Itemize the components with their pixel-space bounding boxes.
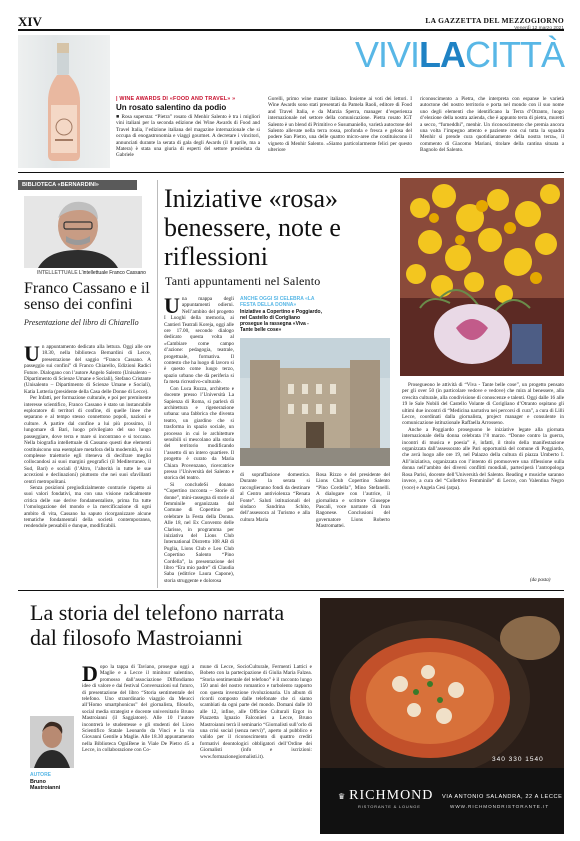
festa-donna-lede: Iniziative a Copertino e Poggiardo, nel Castello di Corigliano prosegue la rassegna «Viva - Tante belle cose» (240, 309, 322, 333)
telefono-col1-text: opo la tappa di Taviano, prosegue oggi a Maglie e a Lecce il minitour salentino, promosso dall’associazione Diffondiamo idee di valore e dai festival Conversazioni sul futuro, di presentazione del libro “Storia sentimentale del telefono. Uno straordinario viaggio da Meucci all’Homo smartphonicus” del giornalista, filosofo, social media strategist e docente universitario Bruno Mastroianni (il Saggiatore). Alle 10 l’autore incontrerà le studentesse e gli studenti del Liceo Scientifico Statale Leonardo da Vinci e la via Giovanni Gentile a Maglie. Alle 18.30 appuntamento nella Biblioteca OgniBene in Viale De Pietro 45 a Lecce, in collaborazione con Co- (82, 664, 194, 754)
mimosa-photo (400, 178, 564, 376)
cassano-p2: Per Infatti, per formazione culturale, e poi per preminente interesse scientifico, Franco Cassano è stato un instancabile esploratore di territori di confine, di quelle linee che separano e al tempo stesso connettono popoli, nazioni e culture. A partire dal confine a lui più prossimo, il lungomare di Bari, luogo privilegiato del suo lungo passeggiare, dove terra e mare si incontrano e si toccano. Nella biografia intellettuale di Cassano questi due elementi costituiscono una esemplare metafora della modernità, le cui complesse traiettorie egli riteneva di decifrare meglio collocandosi ai suoi margini geografici (il Mediterraneo, il Sud, Bari) e sociali (l’Altro, l’alterità in tutte le sue accezioni e declinazioni) piuttosto che nei suoi sfavillanti centri metropolitani. (24, 395, 151, 485)
castle-photo (240, 338, 390, 466)
section-prefix: VIVI (354, 34, 419, 75)
header-rule (18, 29, 564, 31)
telefono-col-1 (82, 664, 194, 834)
festa-donna-box (240, 296, 390, 336)
ad-phone: 340 330 1540 (492, 756, 544, 763)
wine-col-2: Gorelli, primo wine master italiano. Insieme ai voti dei lettori. I Wine Awards sono stati presentati da Pamela Raoli, editore di Food and Travel Italia, e da Marzia Sperra, manager d’esperienza internazionale nel settore della comunicazione. Pietra rosato IGT Salento è un blend di Primitivo e Susumaniello, varietà autoctone del Salento allevate nella terra rossa, profonda e fresca e gelosa del podere San Pietro, una delle quattro micro-aree che costituiscono il vigneto di Menhir Salento. «Siamo particolarmente felici per questo ulteriore (268, 96, 412, 154)
wine-title: Un rosato salentino da podio (116, 103, 227, 112)
page-number: XIV (18, 14, 42, 29)
main-signature: (da pasta) (530, 578, 551, 583)
cassano-body (24, 344, 151, 584)
main-subtitle: Tanti appuntamenti nel Salento (165, 274, 321, 288)
wine-kicker: | WINE AWARDS DI «FOOD AND TRAVEL» » (116, 96, 236, 102)
wine-bottle-icon (18, 35, 110, 168)
author-person-icon (30, 716, 74, 768)
mid-rule (18, 590, 564, 591)
main-col3-under-photo: Rosa Rizzo e del presidente del Lions Club Copertino Salento “Pino Cordella”, Mino Stefanelli. A dialogare con l’autrice, il giornalista e scrittore Giuseppe Pascali, voce narrante di Ivan Ragonese. Conclusioni del governatore Lions Roberto Mastromattei. (316, 472, 390, 530)
main-col4-p1: Prosegueono le attività di “Viva - Tante belle cose”, un progetto pensato per gli over 50 (in particolare vedove e vedove) che mira al benessere, alla crescita culturale, alla condivisione di conoscenze e talenti. Oggi dalle 16 alle 19 le Sale Nobili del Castello Volante di Corigliano d’Otranto ospitano gli ultimi due incontri di “Medicina narrativa nei percorsi di cura”, a cura di Lilli Lecce, coordinati dalla giornalista, project manager e consulente in comunicazione istituzionale Raffaella Arrosseno. (402, 382, 564, 427)
mastroianni-portrait (30, 716, 74, 768)
main-col2-under-photo: di sopraffazione domestica. Durante la serata si raccoglieranno fondi da destinare al Centro antiviolenza “Renata Fonte”. Saluti istituzionali del sindaco Sandrina Schito, dell’assessora al Turismo e alla cultura Maria (240, 472, 310, 523)
telefono-title: La storia del telefono narrata dal filosofo Mastroianni (30, 600, 285, 650)
biblioteca-section-label: BIBLIOTECA «BERNARDINI» (18, 180, 137, 190)
newspaper-name: LA GAZZETTA DEL MEZZOGIORNO (425, 16, 564, 25)
ad-website[interactable]: WWW.RICHMONDRISTORANTE.IT (450, 804, 550, 809)
main-col1-p2: Con Luca Ruzza, architetto e docente presso l’Università La Sapienza di Roma, si parlerà di architettura e rigenerazione urbana: una fabbrica che diventa teatro, un giardino che si trasforma in spazio sociale, un processo in cui le architetture sensibili si mescolano alla storia del territorio modificando l’assetto di un intero quartiere. Il progetto è curato da Maria Chiara Provenzano, ricercatrice presso l’Università del Salento e storica del teatro. (164, 385, 234, 482)
main-col1-p3: Si concludeSi donano “Copertino racconta – Storie di donne”, mini-rassegna di storie al femminile organizzata dal Comune di Copertino per celebrare la Festa della Donna. Alle 18, nel Ex Convento delle Clarisse, in programma per iniziativa del Lions Club International Distretto 108 AB di Puglia, Lions Club e Leo Club Copertino Salento “Pino Cordella”, la presentazione del libro “Era mio padre” di Claudia Saba (editrice Laura Capone), storia struggente e dolorosa (164, 481, 234, 584)
section-highlight: LA (419, 34, 465, 75)
festa-donna-kicker: ANCHE OGGI SI CELEBRA «LA FESTA DELLA DONNA» (240, 296, 315, 308)
cassano-subtitle: Presentazione del libro di Chiarello (24, 318, 139, 327)
caption-tag: INTELLETTUALE (37, 270, 78, 276)
wine-bottom-rule (18, 172, 564, 173)
author-label: AUTORE (30, 772, 52, 778)
cassano-p1: n appuntamento dedicato alla lettura. Oggi alle ore 18.30, nella biblioteca Bernardini di Lecce, presentazione del saggio “Franco Cassano. A passeggio sui confini” di Franco Chiarello, Edizioni Radici Future. Dialogano con l’autore Angelo Salento (Unisalento – Dipartimento di Scienze Umane e Sociali), Stefano Cristante (Unisalento – Dipartimento di Scienze Umane e Sociali), Katia Lotteria (presidente della Casa delle Donne di Lecce). (24, 344, 151, 395)
wine-col-3: riconoscimento a Pietra, che interpreta con espanse le varietà autoctone del nostro territorio e porta nel mondo con il suo nome uno degli elementi che identificano la Terra d’Otranto, luogo d’elezione della nostra azienda, che è appunto terra di pietra, muretti a secco, “furneddhi”, menhir. Un riconoscimento che premia ancora una volta l’impegno attento e paziente con cui tutta la squadra Menhir si prende cura quotidianamente della nostra terra», il commento di Giacomo Mariani, titolare della cantina situata a Bagnolo del Salento. (420, 96, 564, 154)
main-drop-cap: U (164, 296, 180, 318)
wine-article (116, 96, 564, 168)
telefono-col-2: mune di Lecce, SocioCulturale, Fermenti Lattici e Bobeto con la partecipazione di Giulia Maria Falzea. “Storia sentimentale del telefono” è il racconto lungo 150 anni del nostro romantico e turbolento rapporto con questa invenzione rivoluzionaria. Un album di ricordi composto dalle telefonate che ci siamo scambiati da ogni parte del mondo. Domani dalle 10 alle 12, infine, alle Officine Culturali Ergot in Piazzetta Ignazio Falconieri a Lecce, Bruno Mastroianni terrà il seminario “Giornalisti sull’orlo di una crisi social (senza nervi)”, aperto al pubblico e valido per il riconoscimento di quattro crediti formativi deontologici obbligatori dell’Ordine dei Giornalisti (info e iscrizioni: www.formazionegiornalisti.it). (200, 664, 312, 760)
main-col1-p1: na mappa degli appuntamenti odierni. Nell’ambito del progetto I Luoghi della memoria, ai Cantieri Teatrali Koreja, oggi alle ore 17.00, secondo dialogo dedicato questa volta al «Cambiare come campo d’azione: pedagogia, teatrale, progettuale, formativa. Il contesto che ha luogo di lavoro si è questo come luogo terzo, spazio urbano che dà periferia si fa meta ricreativo-culturale. (164, 296, 234, 386)
ad-tagline: RISTORANTE & LOUNGE (358, 804, 421, 809)
main-col4-p2: Anche a Poggiardo proseguono le iniziative legate alla giornata internazionale della donna celebrata l’8 marzo. “Donne contro la guerra, incontri di musica e poesia” è, infatti, il titolo della manifestazione organizzata dall’assessorato alle Pari opportunità del comune di Poggiardo, che avrà luogo alle ore 19, nel Palazzo della cultura di piazza Umberto I. All’iniziativa, organizzata con l’intento di promuovere una riflessione sulla donna nell’ambito dei diversi conflitti mondiali, parteciperà l’antropologa Rosa Parisi, docente dell’Università del Salento. Reading e musiche saranno invece, a cura del “Collettivo Femminile” di Lecce, con Valentina Negro (voce) e Angela Cesi (arpa). (402, 426, 564, 491)
author-name: Bruno Mastroianni (30, 779, 61, 792)
mimosa-flowers-icon (400, 178, 564, 376)
ad-brand: RICHMOND (349, 788, 434, 803)
telefono-drop-cap: D (82, 664, 98, 686)
ad-address: VIA ANTONIO SALANDRA, 22 A LECCE (442, 794, 563, 800)
castle-building-icon (240, 338, 390, 466)
caption-text: L’intellettuale Franco Cassano (78, 270, 146, 276)
section-suffix: CITTÀ (465, 34, 564, 75)
drop-cap: U (24, 344, 40, 366)
column-divider (157, 180, 158, 588)
cassano-portrait (24, 196, 142, 268)
ad-logo (338, 786, 433, 804)
crown-icon: ♛ (338, 792, 346, 801)
main-title: Iniziative «rosa» benessere, note e riflessioni (164, 184, 341, 271)
main-col-4 (402, 382, 564, 588)
main-col-1 (164, 296, 234, 588)
richmond-ad (320, 598, 564, 834)
section-banner (296, 35, 564, 75)
cassano-title: Franco Cassano e il senso dei confini (24, 280, 150, 313)
portrait-person-icon (24, 196, 142, 268)
cassano-caption (37, 270, 146, 276)
wine-bottle-photo (18, 35, 110, 168)
wine-col-1: ■ Rosa superstar. “Pietra” rosato di Menhir Salento è tra i migliori vini italiani per la seconda edizione dei Wine Awards di Food and Travel Italia, l’edizione italiana del magazine internazionale che si occupa di enogastronomia e viaggi gourmet. A decretare i vincitori, annunciati durante la serata di gala degli Awards (il 8 aprile, ma a Matera) è stata una giuria di esperti del settore presieduta da Gabriele (116, 114, 260, 159)
cassano-p3: Senza posizioni pregiudizialmente contrarie rispetto ai suoi valori fondativi, ma con una visione radicalmente critica delle sue derive fondamentaliste, prima fra tutte l’omologazione del mondo e la mercificazione di ogni ambito di vita, Cassano ha saputo ricorganizzare alcune tematiche fondamentali della società contemporanea, rendendole pensabili e dunque, modificabili. (24, 484, 151, 530)
